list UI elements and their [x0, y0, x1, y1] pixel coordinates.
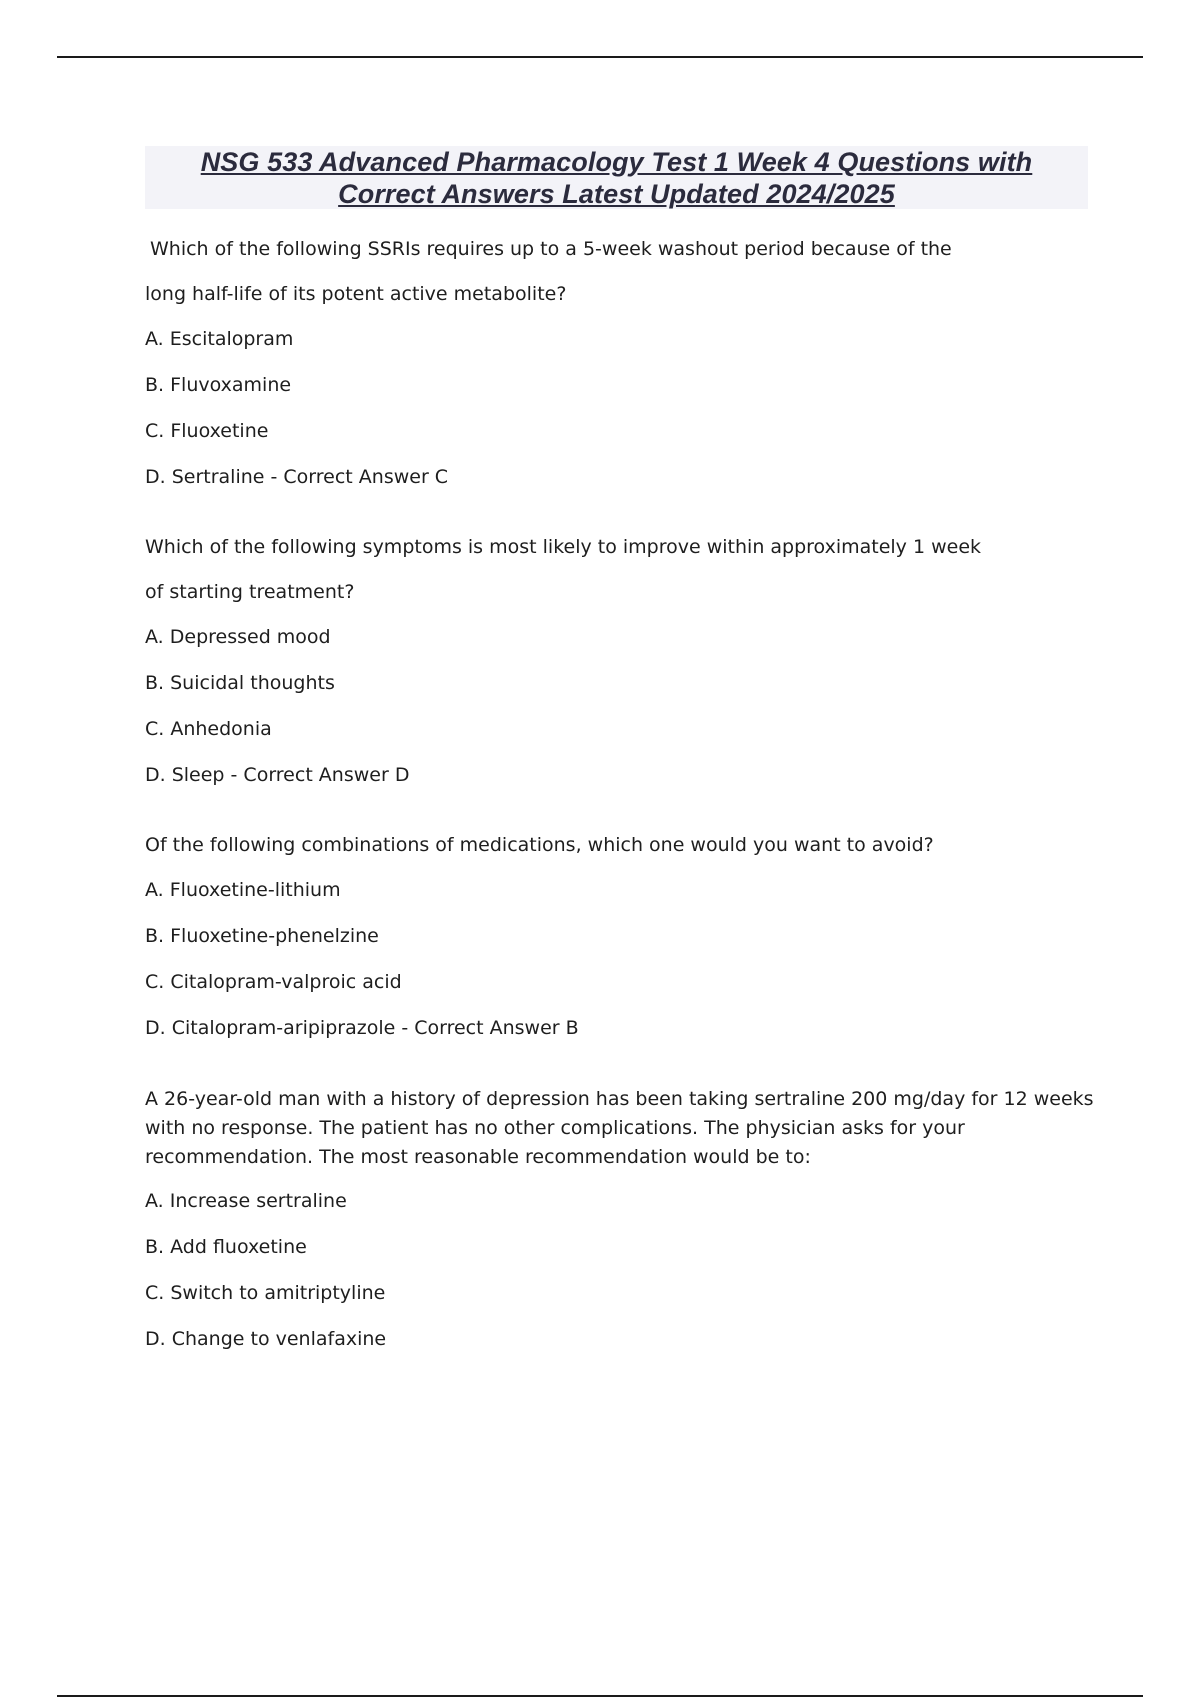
answer-option-d: D. Change to venlafaxine [145, 1328, 387, 1350]
question-4 [145, 1085, 1095, 1352]
question-stem-paragraph: A 26-year-old man with a history of depression has been taking sertraline 200 mg/day for 12 weeks with no response. The patient has no other complications. The physician asks for your recommendation. The most reasonable recommendation would be to: [145, 1088, 1094, 1168]
bottom-divider [57, 1695, 1143, 1697]
answer-option-a: A. Escitalopram [145, 328, 294, 350]
document-title [145, 146, 1088, 209]
answer-option-d: D. Sleep - Correct Answer D [145, 764, 410, 786]
question-stem-line: Which of the following SSRIs requires up to a 5-week washout period because of the [150, 238, 952, 260]
answer-option-c: C. Fluoxetine [145, 420, 269, 442]
question-stem-line: long half-life of its potent active metabolite? [145, 283, 567, 305]
question-stem-line: of starting treatment? [145, 581, 355, 603]
question-list [145, 236, 1095, 1372]
answer-option-b: B. Fluoxetine-phenelzine [145, 925, 379, 947]
question-2 [145, 534, 1095, 788]
question-stem-line: Which of the following symptoms is most likely to improve within approximately 1 week [145, 536, 982, 558]
answer-option-a: A. Depressed mood [145, 626, 331, 648]
answer-option-c: C. Switch to amitriptyline [145, 1282, 386, 1304]
answer-option-d: D. Sertraline - Correct Answer C [145, 466, 449, 488]
answer-option-c: C. Citalopram-valproic acid [145, 971, 402, 993]
answer-option-c: C. Anhedonia [145, 718, 272, 740]
answer-option-b: B. Fluvoxamine [145, 374, 292, 396]
question-stem-line: Of the following combinations of medications, which one would you want to avoid? [145, 834, 934, 856]
question-1 [145, 236, 1095, 490]
question-3 [145, 832, 1095, 1041]
answer-option-b: B. Suicidal thoughts [145, 672, 335, 694]
answer-option-a: A. Fluoxetine-lithium [145, 879, 341, 901]
title-line-1: NSG 533 Advanced Pharmacology Test 1 Week 4 Questions with [200, 147, 1033, 177]
answer-option-b: B. Add fluoxetine [145, 1236, 307, 1258]
title-line-2: Correct Answers Latest Updated 2024/2025 [338, 179, 895, 209]
answer-option-d: D. Citalopram-aripiprazole - Correct Answer B [145, 1017, 579, 1039]
answer-option-a: A. Increase sertraline [145, 1190, 347, 1212]
top-divider [57, 56, 1143, 58]
